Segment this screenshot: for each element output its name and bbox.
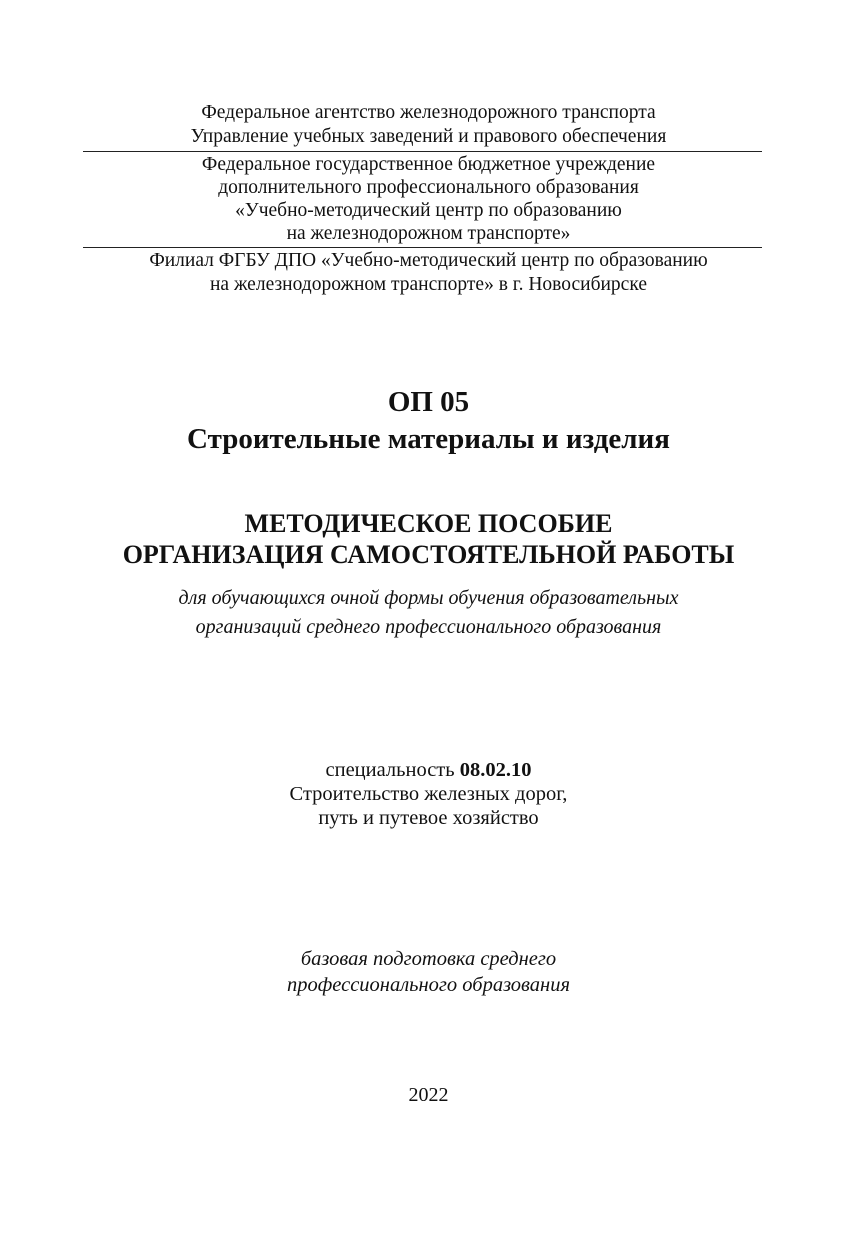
branch-line: Филиал ФГБУ ДПО «Учебно-методический центр по образованию xyxy=(149,250,708,271)
training-level-line: базовая подготовка среднего xyxy=(300,948,557,970)
specialty-block xyxy=(0,758,857,830)
publication-year: 2022 xyxy=(408,1084,449,1106)
discipline-title xyxy=(0,384,857,458)
specialty-heading xyxy=(0,758,857,782)
agency-header xyxy=(0,101,857,149)
institution-line: дополнительного профессионального образования xyxy=(218,177,639,198)
audience-note xyxy=(0,584,857,642)
audience-line: для обучающихся очной формы обучения образовательных xyxy=(178,587,679,609)
branch-header xyxy=(0,249,857,297)
discipline-code: ОП 05 xyxy=(387,386,470,418)
institution-line: на железнодорожном транспорте» xyxy=(286,223,571,244)
specialty-name-line: путь и путевое хозяйство xyxy=(318,807,539,829)
audience-line: организаций среднего профессионального образования xyxy=(195,616,662,638)
institution-line: «Учебно-методический центр по образованию xyxy=(235,200,622,221)
institution-header xyxy=(0,153,857,245)
document-type-line: ОРГАНИЗАЦИЯ САМОСТОЯТЕЛЬНОЙ РАБОТЫ xyxy=(122,540,735,569)
header-divider-bottom xyxy=(83,247,762,248)
agency-department: Управление учебных заведений и правового обеспечения xyxy=(190,126,667,147)
specialty-code: 08.02.10 xyxy=(459,759,532,781)
specialty-label: специальность xyxy=(325,759,460,781)
branch-line: на железнодорожном транспорте» в г. Новосибирске xyxy=(210,274,647,295)
agency-name: Федеральное агентство железнодорожного транспорта xyxy=(201,102,656,123)
training-level-line: профессионального образования xyxy=(286,974,571,996)
document-type-line: МЕТОДИЧЕСКОЕ ПОСОБИЕ xyxy=(244,509,613,538)
institution-line: Федеральное государственное бюджетное учреждение xyxy=(201,154,656,175)
document-type xyxy=(0,508,857,570)
specialty-name-line: Строительство железных дорог, xyxy=(289,783,568,805)
training-level xyxy=(0,946,857,998)
discipline-name: Строительные материалы и изделия xyxy=(187,423,670,455)
header-divider-top xyxy=(83,151,762,152)
